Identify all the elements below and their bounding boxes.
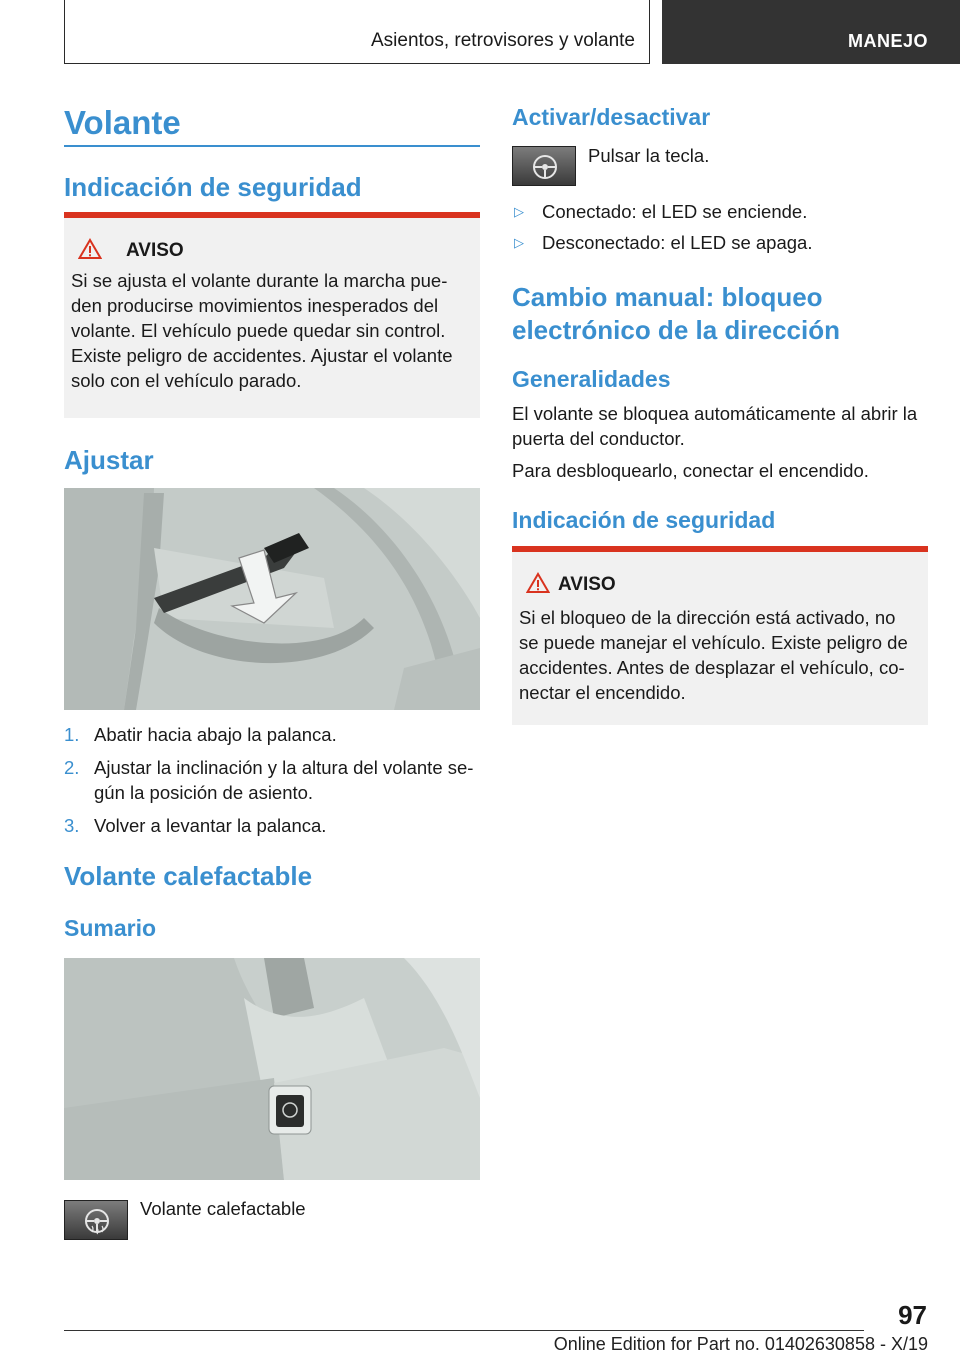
step-text: Ajustar la inclinación y la altura del volante se- bbox=[94, 757, 474, 778]
warning-line: accidentes. Antes de desplazar el vehículo, co- bbox=[519, 657, 905, 678]
title-rule bbox=[64, 145, 480, 147]
general-text: puerta del conductor. bbox=[512, 428, 685, 449]
heated-button-label: Volante calefactable bbox=[140, 1198, 306, 1219]
safety-heading-left: Indicación de seguridad bbox=[64, 172, 362, 202]
warning-bar bbox=[64, 212, 480, 218]
steering-wheel-key-icon bbox=[512, 146, 576, 186]
header-section-title: Asientos, retrovisores y volante bbox=[370, 30, 635, 51]
header-chapter-title: MANEJO bbox=[847, 31, 928, 51]
warning-box-1 bbox=[64, 212, 480, 418]
heated-heading: Volante calefactable bbox=[64, 861, 313, 891]
step-number: 1. bbox=[64, 724, 80, 745]
bullet-triangle-icon: ▷ bbox=[514, 235, 524, 250]
step-text: Volver a levantar la palanca. bbox=[94, 815, 327, 836]
step-number: 2. bbox=[64, 757, 80, 778]
header-chapter-tab bbox=[662, 0, 960, 64]
warning-line: Si el bloqueo de la dirección está activado, no bbox=[519, 607, 896, 628]
footer-edition: Online Edition for Part no. 01402630858 - X/19 bbox=[553, 1334, 928, 1354]
warning-label: AVISO bbox=[558, 574, 616, 595]
steering-adjust-photo bbox=[64, 488, 480, 710]
warning-line: se puede manejar el vehículo. Existe peligro de bbox=[519, 632, 908, 653]
adjust-heading: Ajustar bbox=[64, 445, 154, 475]
warning-line: Si se ajusta el volante durante la marcha pue- bbox=[71, 270, 448, 291]
footer-rule bbox=[64, 1330, 864, 1331]
general-heading: Generalidades bbox=[512, 366, 671, 392]
press-key-text: Pulsar la tecla. bbox=[588, 145, 710, 166]
safety-heading-right: Indicación de seguridad bbox=[512, 507, 776, 533]
warning-line: Existe peligro de accidentes. Ajustar el volante bbox=[71, 345, 453, 366]
page-title: Volante bbox=[64, 104, 181, 141]
step-text: gún la posición de asiento. bbox=[94, 782, 314, 803]
onoff-heading: Activar/desactivar bbox=[512, 104, 711, 130]
warning-line: volante. El vehículo puede quedar sin control. bbox=[71, 320, 446, 341]
manual-heading-line: Cambio manual: bloqueo bbox=[512, 282, 823, 312]
summary-heading: Sumario bbox=[64, 915, 157, 941]
heated-steering-button-icon bbox=[64, 1200, 128, 1240]
bullet-triangle-icon: ▷ bbox=[514, 204, 524, 219]
bullet-text: Conectado: el LED se enciende. bbox=[542, 201, 808, 222]
warning-triangle-icon bbox=[526, 572, 550, 594]
bullet-text: Desconectado: el LED se apaga. bbox=[542, 232, 813, 253]
page-number: 97 bbox=[898, 1300, 927, 1330]
warning-line: den producirse movimientos inesperados del bbox=[71, 295, 439, 316]
manual-heading-line: electrónico de la dirección bbox=[512, 315, 840, 345]
general-text: El volante se bloquea automáticamente al abrir la bbox=[512, 403, 918, 424]
step-number: 3. bbox=[64, 815, 80, 836]
warning-label: AVISO bbox=[126, 240, 184, 261]
unlock-text: Para desbloquearlo, conectar el encendido. bbox=[512, 460, 869, 481]
header-section-box bbox=[64, 0, 650, 64]
step-text: Abatir hacia abajo la palanca. bbox=[94, 724, 337, 745]
warning-box-2 bbox=[512, 546, 928, 725]
heated-wheel-photo bbox=[64, 958, 480, 1180]
warning-triangle-icon bbox=[78, 238, 102, 260]
warning-bar bbox=[512, 546, 928, 552]
warning-line: solo con el vehículo parado. bbox=[71, 370, 302, 391]
warning-line: nectar el encendido. bbox=[519, 682, 686, 703]
